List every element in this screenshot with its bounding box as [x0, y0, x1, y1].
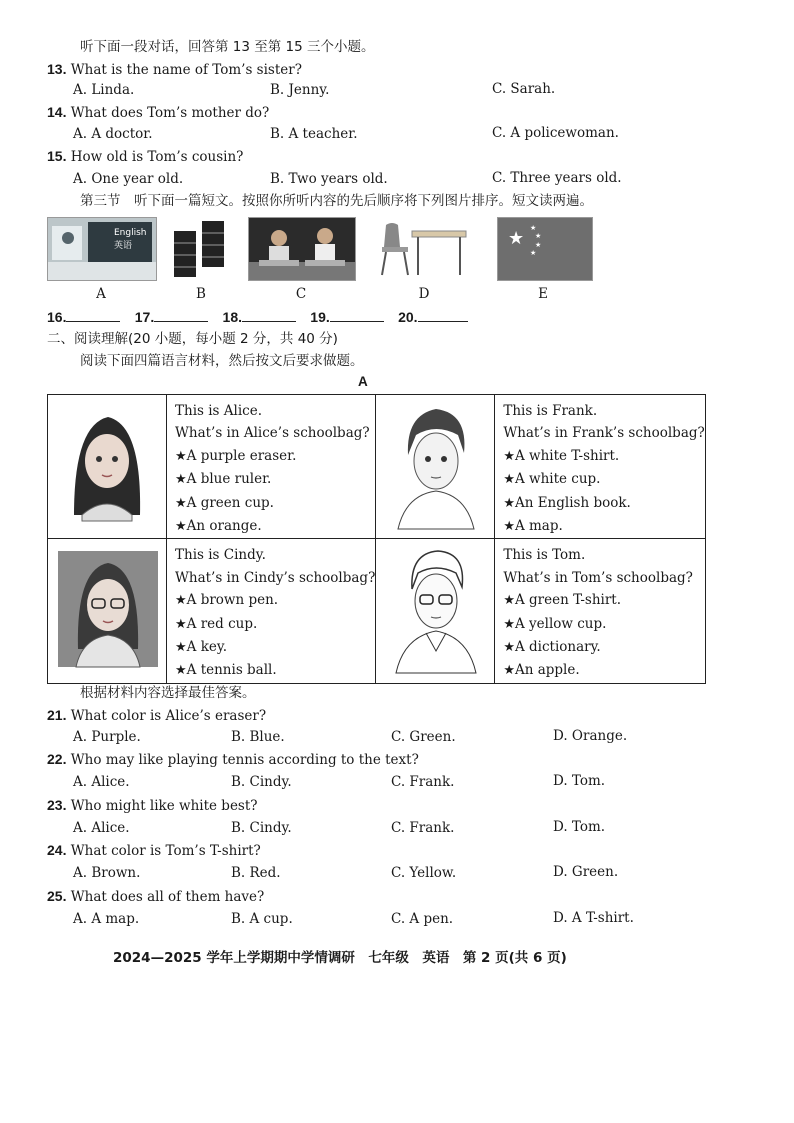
star-icon: ★	[175, 640, 187, 656]
item-text: A white T-shirt.	[514, 447, 620, 464]
option: A. Purple.	[73, 729, 141, 745]
question-text: What does all of them have?	[70, 889, 265, 905]
list-item	[503, 515, 704, 538]
star-icon: ★	[175, 616, 187, 632]
star-icon: ★	[503, 448, 515, 464]
list-item	[175, 492, 375, 515]
svg-text:★: ★	[530, 249, 537, 257]
star-icon: ★	[503, 519, 515, 535]
question-number: 15.	[47, 148, 67, 164]
list-item	[503, 636, 704, 659]
passage-label: A	[358, 374, 368, 389]
svg-text:★: ★	[535, 241, 542, 249]
star-icon: ★	[503, 663, 515, 679]
list-item	[175, 659, 375, 682]
blank-number: 16.	[47, 309, 67, 325]
person-question: What’s in Frank’s schoolbag?	[503, 425, 705, 442]
question-text: Who may like playing tennis according to the text?	[70, 752, 419, 768]
option: B. Cindy.	[231, 820, 292, 836]
option: D. Tom.	[553, 773, 606, 789]
picture-label: E	[538, 286, 548, 302]
item-text: A map.	[514, 518, 563, 535]
star-icon: ★	[503, 593, 515, 609]
list-item	[503, 468, 704, 491]
question-22	[47, 750, 419, 769]
blank-number: 17.	[134, 309, 155, 325]
listening-intro: 听下面一段对话，回答第 13 至第 15 三个小题。	[80, 39, 375, 55]
star-icon: ★	[175, 495, 187, 511]
list-item	[503, 613, 704, 636]
option: D. A T-shirt.	[553, 910, 634, 926]
table-row	[48, 395, 706, 539]
svg-text:★: ★	[530, 224, 537, 232]
blank-number: 18.	[222, 309, 242, 325]
portrait-tom	[376, 539, 495, 683]
question-23	[47, 796, 258, 815]
list-item	[503, 445, 704, 468]
list-item	[175, 589, 375, 612]
option: C. Sarah.	[492, 81, 556, 97]
table-row	[48, 539, 706, 683]
item-text: A white cup.	[514, 471, 601, 488]
info-tom	[495, 539, 705, 683]
svg-text:★: ★	[535, 232, 542, 240]
option: D. Green.	[553, 864, 619, 880]
answer-blank[interactable]	[242, 307, 296, 322]
list-item	[175, 445, 375, 468]
picture-a-english-book	[47, 217, 157, 281]
svg-text:★: ★	[508, 228, 525, 249]
option: B. A cup.	[231, 911, 293, 927]
question-number: 25.	[47, 888, 67, 904]
question-text: Who might like white best?	[70, 798, 258, 814]
item-text: A brown pen.	[186, 592, 279, 609]
option: A. Brown.	[73, 865, 141, 881]
person-intro: This is Cindy.	[175, 547, 266, 564]
person-intro: This is Tom.	[503, 547, 586, 564]
list-item	[503, 659, 704, 682]
star-icon: ★	[503, 495, 515, 511]
info-cindy	[167, 539, 376, 683]
list-item	[503, 589, 704, 612]
option: A. A doctor.	[73, 126, 153, 142]
part-2-intro: 阅读下面四篇语言材料，然后按文后要求做题。	[80, 353, 364, 369]
portrait-alice	[48, 395, 167, 539]
option: B. Red.	[231, 865, 281, 881]
question-number: 22.	[47, 751, 67, 767]
option: A. Linda.	[73, 82, 135, 98]
star-icon: ★	[175, 593, 187, 609]
option: B. A teacher.	[270, 126, 358, 142]
picture-e-china-flag	[497, 217, 593, 281]
item-text: A green T-shirt.	[514, 592, 622, 609]
question-number: 14.	[47, 104, 67, 120]
reading-instruction: 根据材料内容选择最佳答案。	[80, 685, 256, 701]
star-icon: ★	[503, 616, 515, 632]
item-text: A blue ruler.	[186, 471, 272, 488]
question-text: What color is Tom’s T-shirt?	[70, 843, 261, 859]
star-icon: ★	[175, 519, 187, 535]
option: C. Three years old.	[492, 170, 622, 186]
star-icon: ★	[503, 640, 515, 656]
option: C. Frank.	[391, 774, 455, 790]
option: A. Alice.	[73, 820, 130, 836]
question-14	[47, 103, 269, 122]
person-question: What’s in Tom’s schoolbag?	[503, 569, 693, 586]
answer-blank[interactable]	[154, 307, 208, 322]
list-item	[175, 515, 375, 538]
portrait-cindy	[48, 539, 167, 683]
question-text: What is the name of Tom’s sister?	[70, 62, 302, 78]
blank-number: 19.	[310, 309, 330, 325]
item-text: A purple eraser.	[186, 447, 297, 464]
picture-b-bookshelves	[172, 217, 228, 279]
star-icon: ★	[503, 472, 515, 488]
picture-c-two-people-at-desks	[248, 217, 356, 281]
blank-number: 20.	[398, 309, 418, 325]
person-question: What’s in Cindy’s schoolbag?	[175, 569, 376, 586]
option: D. Tom.	[553, 819, 606, 835]
option: C. A policewoman.	[492, 125, 619, 141]
option: D. Orange.	[553, 728, 628, 744]
answer-blank[interactable]	[66, 307, 120, 322]
picture-label: B	[196, 286, 206, 302]
info-frank	[495, 395, 705, 539]
person-question: What’s in Alice’s schoolbag?	[175, 425, 370, 442]
item-text: A key.	[186, 639, 227, 656]
answer-blank[interactable]	[330, 307, 384, 322]
star-icon: ★	[175, 663, 187, 679]
item-text: An apple.	[514, 662, 580, 679]
list-item	[175, 613, 375, 636]
item-text: A tennis ball.	[186, 662, 277, 679]
item-text: An English book.	[514, 494, 631, 511]
question-text: What does Tom’s mother do?	[70, 105, 270, 121]
section-3-instruction: 第三节 听下面一篇短文。按照你所听内容的先后顺序将下列图片排序。短文读两遍。	[80, 193, 593, 209]
question-text: How old is Tom’s cousin?	[70, 149, 244, 165]
picture-label: D	[418, 286, 430, 302]
person-intro: This is Frank.	[503, 403, 598, 419]
question-21	[47, 706, 266, 725]
question-number: 24.	[47, 842, 67, 858]
item-text: A red cup.	[186, 615, 258, 632]
item-text: An orange.	[186, 518, 262, 535]
item-text: A dictionary.	[514, 639, 601, 656]
picture-a-caption: English 英语	[114, 228, 147, 251]
question-number: 21.	[47, 707, 67, 723]
list-item	[175, 636, 375, 659]
picture-d-desk-and-chair	[372, 217, 470, 279]
option: B. Cindy.	[231, 774, 292, 790]
answer-blank[interactable]	[418, 307, 468, 322]
part-2-title: 二、阅读理解(20 小题，每小题 2 分，共 40 分)	[47, 331, 338, 347]
question-number: 13.	[47, 61, 67, 77]
question-25	[47, 887, 264, 906]
question-13	[47, 60, 302, 79]
option: B. Two years old.	[270, 171, 388, 187]
list-item	[503, 492, 704, 515]
star-icon: ★	[175, 448, 187, 464]
person-intro: This is Alice.	[175, 403, 262, 419]
portrait-frank	[376, 395, 495, 539]
list-item	[175, 468, 375, 491]
schoolbag-table	[47, 394, 706, 684]
picture-label: A	[96, 286, 106, 302]
option: A. A map.	[73, 911, 140, 927]
option: B. Blue.	[231, 729, 285, 745]
option: C. Yellow.	[391, 865, 457, 881]
option: A. One year old.	[73, 171, 184, 187]
option: C. Frank.	[391, 820, 455, 836]
question-text: What color is Alice’s eraser?	[70, 708, 267, 724]
item-text: A green cup.	[186, 494, 274, 511]
page-footer: 2024—2025 学年上学期期中学情调研 七年级 英语 第 2 页(共 6 页)	[113, 950, 567, 966]
option: B. Jenny.	[270, 82, 330, 98]
question-number: 23.	[47, 797, 67, 813]
answer-blanks	[47, 307, 468, 327]
option: C. Green.	[391, 729, 456, 745]
option: C. A pen.	[391, 911, 454, 927]
info-alice	[167, 395, 376, 539]
question-15	[47, 147, 243, 166]
option: A. Alice.	[73, 774, 130, 790]
item-text: A yellow cup.	[514, 615, 607, 632]
picture-label: C	[295, 286, 307, 302]
star-icon: ★	[175, 472, 187, 488]
question-24	[47, 841, 261, 860]
